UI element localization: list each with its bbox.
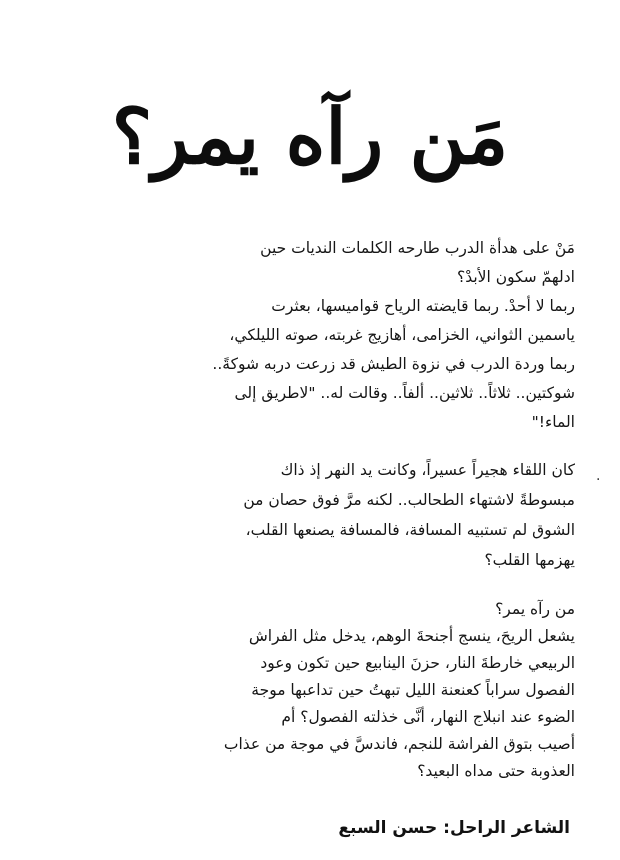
poem-line: ياسمين الثواني، الخزامى، أهازيج غربته، صوته الليلكي، bbox=[229, 326, 575, 344]
poem-line: العذوبة حتى مداه البعيد؟ bbox=[417, 762, 575, 780]
poem-line: شوكتين.. ثلاثاً.. ثلاثين.. ألفاً.. وقالت له.. "لاطريق إلى bbox=[234, 384, 575, 402]
margin-dot: . bbox=[596, 468, 601, 484]
poem-title: مَن رآه يمر؟ bbox=[111, 92, 509, 181]
poem-line: الفصول سراباً كعنعنة الليل تبهتُ حين تداعبها موجة bbox=[251, 681, 575, 699]
poem-line: الشوق لم تستبيه المسافة، فالمسافة يصنعها القلب، bbox=[245, 521, 575, 539]
poem-line: مبسوطةً لاشتهاء الطحالب.. لكنه مرَّ فوق حصان من bbox=[243, 491, 575, 509]
stanza-1 bbox=[60, 234, 575, 437]
poet-signature: الشاعر الراحل: حسن السبع bbox=[338, 818, 570, 838]
poem-line: الماء!" bbox=[531, 413, 575, 431]
poem-line: مَنْ على هدأة الدرب طارحه الكلمات النديات حين bbox=[260, 239, 575, 257]
poem-line: الربيعي خارطةَ النار، حزنَ الينابيع حين تكون وعود bbox=[260, 654, 575, 672]
poem-line: ربما وردة الدرب في نزوة الطيش قد زرعت دربه شوكةً.. bbox=[212, 355, 575, 373]
poem-line: يهزمها القلب؟ bbox=[484, 551, 575, 569]
poem-line: الضوء عند انبلاج النهار، أنَّى خذلته الفصول؟ أم bbox=[281, 708, 575, 726]
poem-line: ربما لا أحدْ. ربما قايضته الرياح قواميسها، بعثرت bbox=[271, 297, 575, 315]
stanza-2 bbox=[60, 455, 575, 575]
poem-line: يشعل الريحَ، ينسج أجنحةَ الوهم، يدخل مثل الفراش bbox=[248, 627, 575, 645]
poem-line: ادلهمّ سكون الأبدْ؟ bbox=[456, 268, 575, 286]
poem-line: أصيب بتوق الفراشة للنجم، فاندسَّ في موجة من عذاب bbox=[223, 735, 575, 753]
poem-line: من رآه يمر؟ bbox=[495, 600, 575, 618]
stanza-3 bbox=[60, 596, 575, 785]
poem-line: كان اللقاء هجيراً عسيراً، وكانت يد النهر إذ ذاك bbox=[280, 461, 575, 479]
